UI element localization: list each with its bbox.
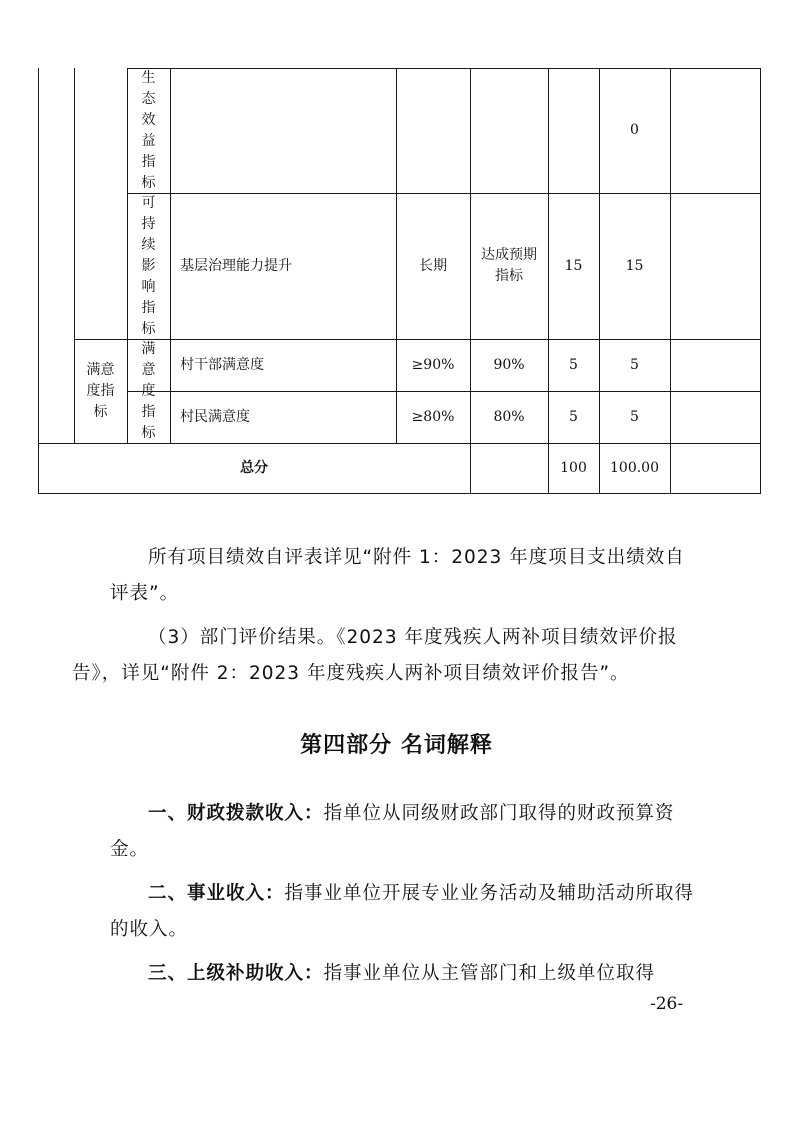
- weight-cell: [548, 193, 599, 339]
- group-indicator-cell: [74, 339, 127, 443]
- target-cell: [396, 193, 470, 339]
- total-weight-cell: [548, 443, 599, 493]
- score-value: 0: [630, 122, 639, 138]
- indicator-label: 村干部满意度: [180, 356, 264, 373]
- definition-text: 指单位从同级财政部门取得的财政预算资金。: [110, 803, 675, 860]
- total-weight: 100: [560, 459, 587, 476]
- sub-indicator-label: 满意度指标: [141, 340, 156, 441]
- actual-cell: [470, 339, 548, 391]
- indicator-cell: [170, 391, 396, 443]
- target-value: ≥90%: [411, 356, 455, 373]
- indicator-cell: [170, 193, 396, 339]
- sub-indicator-cell: [127, 339, 170, 443]
- score-cell: [599, 68, 670, 193]
- total-score-cell: [599, 443, 670, 493]
- indicator-label: 基层治理能力提升: [180, 257, 292, 274]
- definition-term: 二、事业收入：: [148, 883, 285, 904]
- total-score: 100.00: [610, 459, 659, 476]
- score-cell: [599, 193, 670, 339]
- target-cell: [396, 391, 470, 443]
- weight-value: 5: [569, 408, 578, 425]
- total-label-cell: [38, 443, 470, 493]
- target-value: 长期: [419, 257, 447, 274]
- sub-indicator-cell: [127, 68, 170, 193]
- score-value: 5: [630, 408, 639, 425]
- section-title: 第四部分 名词解释: [300, 732, 493, 758]
- score-value: 15: [625, 257, 644, 274]
- actual-value: 90%: [493, 356, 525, 373]
- target-value: ≥80%: [411, 408, 455, 425]
- weight-cell: [548, 339, 599, 391]
- indicator-label: 村民满意度: [180, 408, 250, 425]
- definition-2: [72, 876, 700, 948]
- paragraph-appendix-1: 所有项目绩效自评表详见“附件 1：2023 年度项目支出绩效自评表”。: [110, 547, 685, 604]
- definition-term: 三、上级补助收入：: [148, 963, 324, 984]
- definition-text: 指事业单位开展专业业务活动及辅助活动所取得的收入。: [110, 883, 695, 940]
- sub-indicator-cell: [127, 193, 170, 339]
- actual-cell: [470, 193, 548, 339]
- page-number: -26-: [650, 994, 684, 1014]
- weight-value: 15: [564, 257, 583, 274]
- definition-1: [72, 796, 700, 868]
- score-cell: [599, 391, 670, 443]
- paragraph-evaluation-result: （3）部门评价结果。《2023 年度残疾人两补项目绩效评价报告》，详见“附件 2：2023 年度残疾人两补项目绩效评价报告”。: [72, 627, 678, 684]
- weight-value: 5: [569, 356, 578, 373]
- total-label: 总分: [240, 459, 268, 476]
- definition-term: 一、财政拨款收入：: [148, 803, 324, 824]
- target-cell: [396, 339, 470, 391]
- definition-text: 指事业单位从主管部门和上级单位取得: [323, 963, 656, 984]
- actual-cell: [470, 391, 548, 443]
- indicator-cell: [170, 339, 396, 391]
- performance-table: [38, 68, 761, 494]
- sub-indicator-label: 生态效益指标: [141, 69, 156, 191]
- group-indicator-label: 满意度指标: [86, 361, 115, 420]
- weight-cell: [548, 391, 599, 443]
- score-cell: [599, 339, 670, 391]
- score-value: 5: [630, 356, 639, 373]
- sub-indicator-label: 可持续影响指标: [141, 194, 156, 337]
- definition-3: [72, 956, 700, 992]
- actual-value: 达成预期指标: [481, 247, 537, 284]
- actual-value: 80%: [493, 408, 525, 425]
